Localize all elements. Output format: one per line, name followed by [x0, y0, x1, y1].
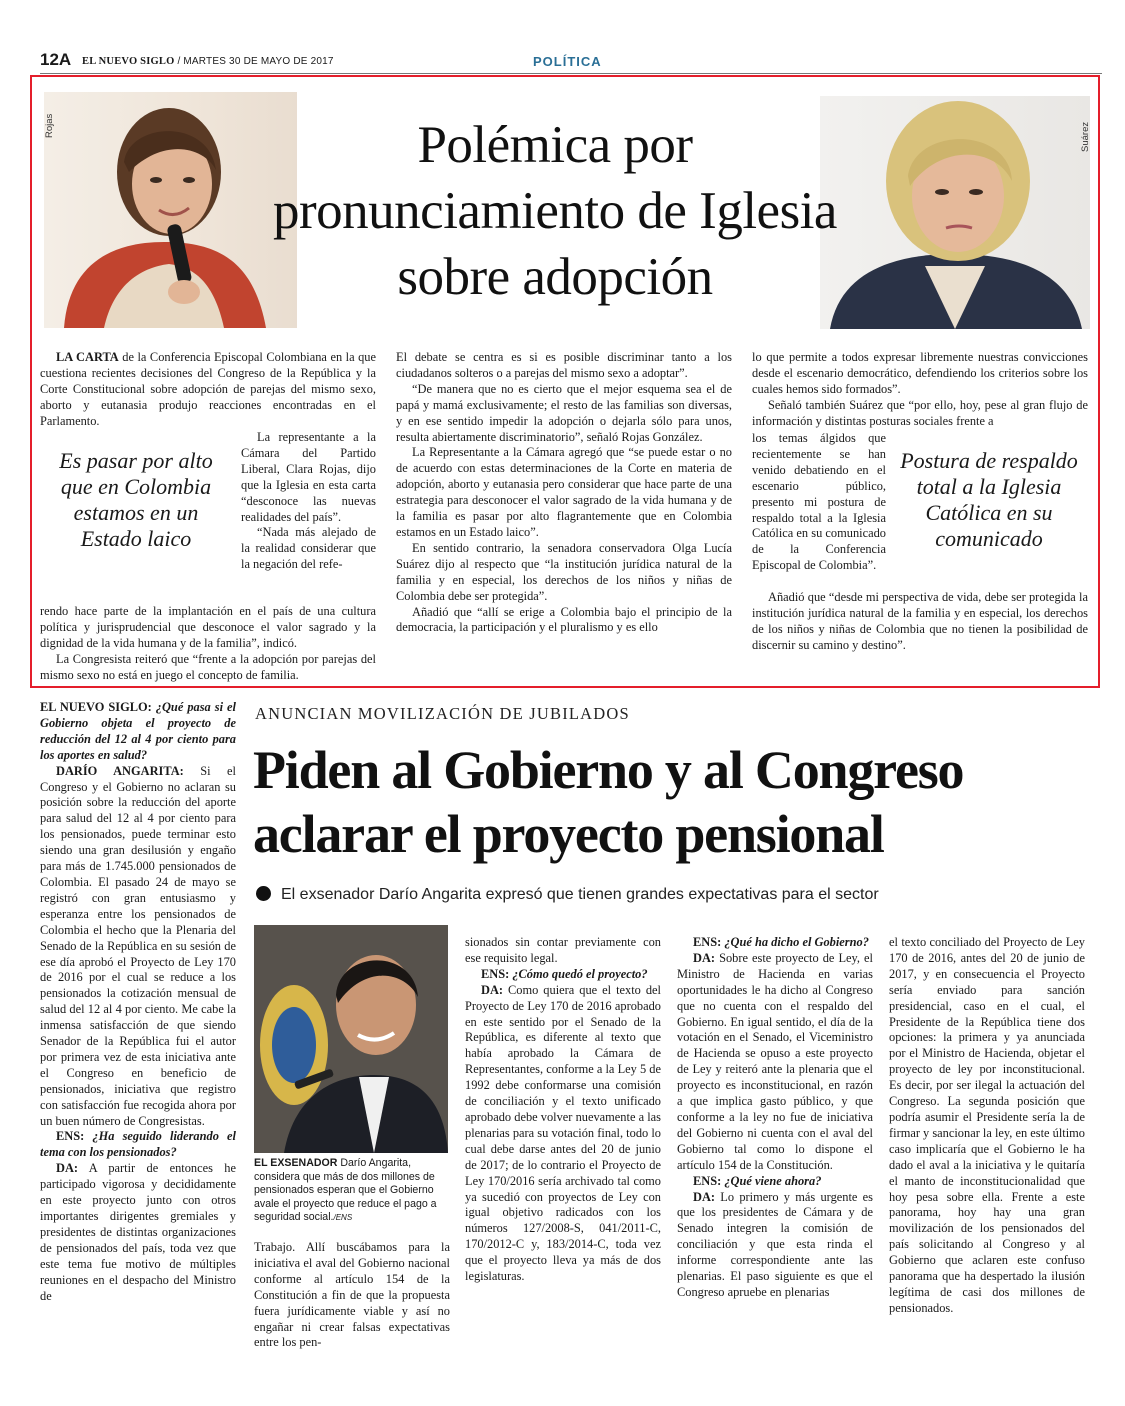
photo-caption [254, 1157, 450, 1225]
photo-credit-rojas: Rojas [44, 113, 55, 138]
page-number: 12A [40, 50, 72, 69]
answer: Lo primero y más urgente es que los presidentes de Cámara y de Senado integren la comisión de conciliación y que esta rinda el informe correspondiente ante las plenarias. El paso siguiente es que el Congreso apruebe en plenarias [677, 1189, 873, 1299]
speaker: DARÍO ANGARITA: [56, 763, 184, 778]
paragraph: En sentido contrario, la senadora conservadora Olga Lucía Suárez dijo al respecto que “la institución jurídica natural de la familia y en especial, los derechos de los niños y niñas de Colombia debe ser protegida”. [396, 540, 732, 603]
paragraph: La Representante a la Cámara agregó que “se puede estar o no de acuerdo con estas determinaciones de la Corte en materia de adopción, aborto y eutanasia pero considerar que hace parte de una estrategia para desconocer el valor sagrado de la vida humana y de la familia es pasar por alto flagrantemente que en Colombia estamos en un Estado laico”. [396, 445, 732, 539]
story1-col3-bottom [752, 590, 1088, 654]
story1-headline: Polémica por pronunciamiento de Iglesia sobre adopción [273, 116, 837, 306]
story2-subheadline-row [256, 886, 1096, 904]
publication-line [82, 56, 334, 67]
paragraph: La representante a la Cámara del Partido Liberal, Clara Rojas, dijo que la Iglesia en esta carta “desconoce las nuevas realidades del país”. [241, 430, 376, 524]
speaker: ENS: [693, 935, 722, 949]
header-divider [40, 73, 1102, 74]
speaker: EL NUEVO SIGLO: [40, 700, 152, 714]
story2-mid-column-2 [677, 935, 873, 1301]
paragraph: el texto conciliado del Proyecto de Ley 170 de 2016, antes del 20 de junio de 2017, y en consecuencia el Proyecto sería enviado para sanción presidencial, caso en el cual, el Presidente de la República tiene dos opciones: la primera y ya anunciada por el Ministro de Hacienda, objetar el proyecto de ley por inconstitucional. Es decir, por ser ilegal la actuación del Congreso. La segunda posición que podría asumir el Presidente sería la de firmar y sancionar la ley, en este último caso implicaría que el Gobierno le ha dado el aval a la iniciativa y le quitaría el manto de inconstitucionalidad que hoy pesa sobre ella. Frente a este panorama, hoy hay una gran movilización de los pensionados del país solicitando al Congreso y al Gobierno que aclaren este confuso panorama que ha despertado la ilusión legítima de casi dos millones de pensionados. [889, 935, 1085, 1315]
paragraph: Añadió que “desde mi perspectiva de vida, debe ser protegida la institución jurídica natural de la familia y en especial, los derechos de los niños y niñas de Colombia que no tienen la posibilidad de discernir su camino y destino”. [752, 590, 1088, 652]
photo-dario-angarita [254, 925, 448, 1153]
man-speaking-illustration [254, 925, 448, 1153]
publication-date: / MARTES 30 DE MAYO DE 2017 [177, 56, 334, 67]
woman-portrait-illustration [820, 96, 1090, 329]
story1-col3-top [752, 350, 1088, 430]
story2-right-column [889, 935, 1085, 1317]
caption-text: Darío Angarita, considera que más de dos millones de pensionados esperan que el Gobierno avale el proyecto que reduce el pago a seguridad social. [254, 1157, 437, 1223]
paragraph: El debate se centra es si es posible discriminar tanto a los ciudadanos solteros o a parejas del mismo sexo a adoptar”. [396, 350, 732, 380]
answer: A partir de entonces he participado vigorosa y decididamente en este proyecto junto con otros importantes dirigentes gremiales y presidentes de distintas organizaciones de pensionados del país, toda vez que este tema fue motivo de múltiples reuniones en el despacho del Ministro de [40, 1161, 236, 1303]
paragraph: La Congresista reiteró que “frente a la adopción por parejas del mismo sexo no está en juego el concepto de familia. [40, 651, 376, 682]
story2-mid-column-1 [465, 935, 661, 1285]
answer: Sobre este proyecto de Ley, el Ministro de Hacienda en varias oportunidades le ha dicho al Congreso que no cuenta con el respaldo del Gobierno. En igual sentido, el día de la votación en el Senado, el Viceministro de Hacienda se opuso a este proyecto de Ley y reiteró ante la plenaria que el proyecto es inconstitucional, en razón a que implica gasto público, y que conforme a la ley no fue de iniciativa del Gobierno ni cuenta con el aval del Gobierno tal como lo dispone el artículo 154 de la Constitución. [677, 950, 873, 1172]
paragraph: “Nada más alejado de la realidad considerar que la negación del refe- [241, 525, 376, 572]
pullquote-left: Es pasar por alto que en Colombia estamos en un Estado laico [59, 448, 213, 551]
speaker: DA: [481, 982, 504, 997]
story2-headline: Piden al Gobierno y al Congreso aclarar el proyecto pensional [253, 740, 964, 864]
story1-col1-intro [40, 350, 376, 430]
speaker: DA: [56, 1161, 79, 1176]
caption-source: /ENS [333, 1213, 353, 1222]
question: ¿Ha seguido liderando el tema con los pensionados? [40, 1129, 236, 1160]
answer: Como quiera que el texto del Proyecto de Ley 170 de 2016 aprobado en este sentido por el Senado de la República, es diferente al texto que había aprobado la Cámara de Representantes, conforme a la Ley 5 de 1992 debe conformarse una comisión de conciliación y el texto unificado aprobado debe volver nuevamente a las plenarias para su votación final, todo lo cual debe darse antes del 20 de junio de 2017; de lo contrario el Proyecto de Ley 170/2016 sería archivado tal como ya sucedió con proyectos de Ley con igual objetivo radicados con los números 127/2008-S, 041/2011-C, 170/2012-C y, 183/2014-C, toda vez que el proyecto lleva ya más de dos legislaturas. [465, 982, 661, 1284]
photo-olga-lucia-suarez [820, 96, 1090, 329]
story1-col1-continued [40, 604, 376, 684]
question: ¿Cómo quedó el proyecto? [509, 966, 648, 981]
publication-name: EL NUEVO SIGLO [82, 56, 175, 67]
paragraph: Añadió que “allí se erige a Colombia bajo el principio de la democracia, la participación y el pluralismo y es ello [396, 604, 732, 635]
bullet-dot-icon [256, 886, 271, 901]
story2-subheadline: El exsenador Darío Angarita expresó que tienen grandes expectativas para el sector [281, 886, 879, 903]
speaker: DA: [693, 1189, 716, 1204]
lead-in: LA CARTA [56, 350, 119, 364]
story1-col3-inset [752, 431, 886, 574]
paragraph: Trabajo. Allí buscábamos para la iniciativa el aval del Gobierno nacional conforme al artículo 154 de la Constitución a fin de que la propuesta fuera jurídicamente viable y así no engañar ni crear falsas expectativas entre los pen- [254, 1240, 450, 1350]
speaker: DA: [693, 950, 716, 965]
photo-credit-suarez: Suárez [1080, 121, 1091, 152]
caption-lead: EL EXSENADOR [254, 1157, 338, 1169]
speaker: ENS: [56, 1129, 85, 1144]
answer: Si el Congreso y el Gobierno no aclaran su posición sobre la reducción del aporte para salud del 12 al 4 por ciento para los pensionados, puede terminar esto siendo una gran desilusión y engaño para más de 1.745.000 pensionados de Colombia. El pasado 24 de mayo se registró con gran entusiasmo y esperanza entre los pensionados de Colombia el hecho que la Plenaria del Senado de la República en su sesión de ese día aprobó el Proyecto de Ley 170 de 2016 por el cual se reduce a los pensionados la cotización mensual de salud del 12 al 4 por ciento. Me cabe la inmensa satisfacción de que siendo Senador de la República fui el autor por primera vez de esta iniciativa ante el Congreso en beneficio de pensionados, iniciativa que registro con satisfacción fue recogida ahora por un buen número de Congresistas. [40, 763, 236, 1128]
story2-photo-column-text [254, 1240, 450, 1351]
question: ¿Qué ha dicho el Gobierno? [721, 935, 869, 949]
paragraph: rendo hace parte de la implantación en el país de una cultura política y jurisprudencial que desconoce el valor sagrado y la dignidad de la vida humana y de la familia”, indicó. [40, 604, 376, 650]
paragraph: “De manera que no es cierto que el mejor esquema sea el de papá y mamá exclusivamente; el resto de las familias son diversas, y en ese sentido impedir la adopción o dejarla sólo para unos, resulta abiertamente discriminatorio”, señaló Rojas González. [396, 381, 732, 444]
speaker: ENS: [693, 1173, 722, 1188]
paragraph: los temas álgidos que recientemente se han venido debatiendo en el escenario público, presento mi postura de respaldo total a la Iglesia Católica en su comunicado de la Conferencia Episcopal de Colombia”. [752, 431, 886, 573]
story2-left-column [40, 700, 236, 1304]
speaker: ENS: [481, 966, 510, 981]
question: ¿Qué pasa si el Gobierno objeta el proyecto de reducción del 12 al 4 por ciento para los aportes en salud? [40, 700, 236, 762]
story2-kicker: ANUNCIAN MOVILIZACIÓN DE JUBILADOS [255, 704, 630, 723]
story1-col2 [396, 350, 732, 636]
paragraph: lo que permite a todos expresar libremente nuestras convicciones desde el escenario democrático, defendiendo los criterios sobre los cuales hemos sido formados”. [752, 350, 1088, 396]
pullquote-right: Postura de respaldo total a la Iglesia Católica en su comunicado [900, 448, 1078, 551]
question: ¿Qué viene ahora? [721, 1173, 822, 1188]
paragraph: sionados sin contar previamente con ese requisito legal. [465, 935, 661, 965]
section-label: POLÍTICA [533, 54, 602, 69]
paragraph: Señaló también Suárez que “por ello, hoy, pese al gran flujo de información y distintas posturas sociales frente a [752, 397, 1088, 428]
paragraph: de la Conferencia Episcopal Colombiana en la que cuestiona recientes decisiones del Congreso de la República y la Corte Constitucional sobre adopción de parejas del mismo sexo, aborto y eutanasia produjo reacciones encontradas en el Parlamento. [40, 350, 377, 428]
story1-col1-inset [241, 430, 376, 573]
